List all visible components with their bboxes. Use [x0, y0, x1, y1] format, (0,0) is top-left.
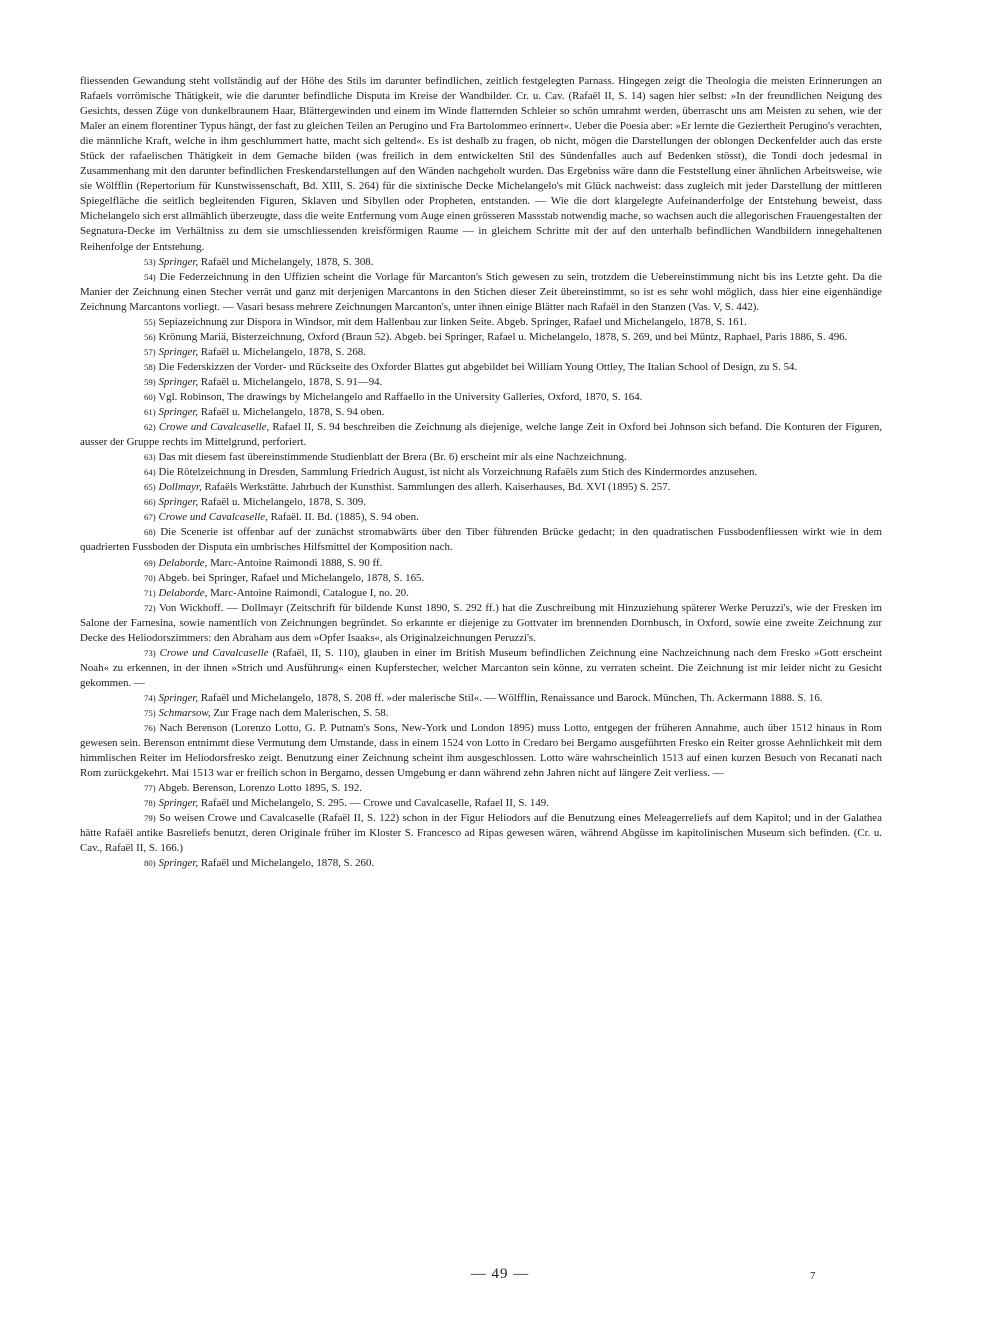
footnote-text: Krönung Mariä, Bisterzeichnung, Oxford (Braun 52). Abgeb. bei Springer, Rafael u. Michelangelo, 1878, S. 269, und bei Müntz, Raphael, Paris 1886, S. 496. — [158, 330, 848, 343]
footnote-number: 65) — [144, 482, 156, 493]
footnote-number: 60) — [144, 391, 156, 402]
footnote-author: Springer, — [158, 255, 199, 268]
footnote — [80, 420, 882, 450]
footnote-text: Rafaël u. Michelangelo, 1878, S. 94 oben. — [198, 406, 385, 419]
footnote-text: Das mit diesem fast übereinstimmende Studienblatt der Brera (Br. 6) erscheint mir als eine Nachzeichnung. — [158, 451, 627, 464]
sheet-signature-number: 7 — [810, 1270, 816, 1282]
footnote — [80, 405, 882, 420]
footnote-author: Crowe und Cavalcaselle, — [158, 421, 270, 434]
footnote-text: Marc-Antoine Raimondi 1888, S. 90 ff. — [207, 556, 383, 569]
footnote-number: 70) — [144, 572, 156, 583]
footnote — [80, 796, 882, 811]
footnote — [80, 721, 882, 781]
footnote-author: Springer, — [158, 857, 199, 870]
footnote-text: Zur Frage nach dem Malerischen, S. 58. — [210, 706, 389, 719]
footnote-number: 53) — [144, 256, 156, 267]
footnote-text: Von Wickhoff. — Dollmayr (Zeitschrift für bildende Kunst 1890, S. 292 ff.) hat die Zuschreibung mit Hinzuziehung späterer Werke Peruzzi's, wie der Fresken im Salone der Farnesina, sowie namentlich von Zeichnungen begründet. So erkannte er diejenige zu Gottvater im brennenden Dornbusch, in Oxford, sowie eine zweite Zeichnung zur Decke des Heliodorszimmers: den Abraham aus dem »Opfer Isaaks«, als Originalzeichnungen Peruzzi's. — [80, 601, 883, 644]
footnote — [80, 495, 882, 510]
footnote — [80, 691, 882, 706]
footnote-text: Vgl. Robinson, The drawings by Michelangelo and Raffaello in the University Galleries, Oxford, 1870, S. 164. — [158, 390, 643, 403]
footnote-text: Die Federskizzen der Vorder- und Rückseite des Oxforder Blattes gut abgebildet bei William Young Ottley, The Italian School of Design, zu S. 54. — [158, 360, 798, 373]
footnote-number: 58) — [144, 361, 156, 372]
footnote-number: 74) — [144, 692, 156, 703]
footnote-author: Springer, — [158, 375, 199, 388]
footnote-text: Rafaël. II. Bd. (1885), S. 94 oben. — [267, 511, 419, 524]
footnote — [80, 571, 882, 586]
footnote-text: (Rafaël, II, S. 110), glauben in einer im British Museum befindlichen Zeichnung eine Nachzeichnung nach dem Fresko »Gott erscheint Noah« zu erkennen, in der ihnen »Strich und Ausführung« einen Kupferstecher, welcher Marcanton sein könne, zu verraten scheint. Die Zeichnung ist mir leider nicht zu Gesicht gekommen. — — [80, 646, 882, 689]
footnote-number: 72) — [144, 602, 156, 613]
footnote-author: Crowe und Cavalcaselle, — [158, 511, 268, 524]
footnote-text: Sepiazeichnung zur Dispora in Windsor, mit dem Hallenbau zur linken Seite. Abgeb. Springer, Rafael und Michelangelo, 1878, S. 161. — [158, 315, 747, 328]
footnote-text: Rafael II, S. 94 beschreiben die Zeichnung als diejenige, welche lange Zeit in Oxford bei Johnson sich befand. Die Konturen der Figuren, ausser der Gruppe rechts im Mittelgrund, perforiert. — [80, 421, 882, 449]
footnote — [80, 465, 882, 480]
footnote-number: 75) — [144, 707, 156, 718]
footnote-number: 61) — [144, 407, 156, 418]
footnote — [80, 510, 882, 525]
footnote-text: Rafaëls Werkstätte. Jahrbuch der Kunsthist. Sammlungen des allerh. Kaiserhauses, Bd. XVI (1895) S. 257. — [201, 481, 671, 494]
footnote-author: Springer, — [158, 691, 199, 704]
footnote-text: So weisen Crowe und Cavalcaselle (Rafaël II, S. 122) schon in der Figur Heliodors auf die Benutzung eines Meleagerreliefs auf dem Kapitol; und in der Galathea hätte Rafaël antike Basreliefs benutzt, deren Originale früher im Kloster S. Francesco ad Ripas gewesen wären, während Abgüsse im kapitolinischen Museum sich befinden. (Cr. u. Cav., Rafaël II, S. 166.) — [80, 812, 882, 855]
footnote — [80, 345, 882, 360]
footnote — [80, 480, 882, 495]
footnote — [80, 781, 882, 796]
footnote-author: Springer, — [158, 797, 199, 810]
footnote-list — [80, 255, 882, 872]
footnote-number: 76) — [144, 723, 156, 734]
footnote-text: Marc-Antoine Raimondi, Catalogue I, no. 20. — [207, 586, 409, 599]
footnote — [80, 586, 882, 601]
footnote-number: 56) — [144, 331, 156, 342]
footnote-text: Rafaël u. Michelangelo, 1878, S. 91—94. — [198, 375, 383, 388]
continued-footnote-paragraph: fliessenden Gewandung steht vollständig auf der Höhe des Stils im darunter befindlichen, zeitlich festgelegten Parnass. Hingegen zeigt die Theologia die meisten Erinnerungen an Rafaels vorrömische Thätigkeit, wie die darunter befindliche Disputa im Kreise der Wandbilder. Cr. u. Cav. (Rafaël II, S. 14) sagen hier selbst: »In der freundlichen Neigung des Gesichts, dessen Züge von dunkelbraunem Haar, Blättergewinden und einem im Winde flatternden Schleier so schön umrahmt werden, überrascht uns am Meisten zu sehen, wie der Maler an einem florentiner Typus hängt, der fast zu gleichen Teilen an Perugino und Fra Bartolommeo erinnert«. Ueber die Poesia aber: »Er lernte die Geziertheit Perugino's verachten, die männliche Kraft, welche in ihm geschlummert hatte, macht sich geltend«. Es ist deshalb zu fragen, ob nicht, mögen die Darstellungen der oblongen Deckenfelder auch das erste Stück der rafaelischen Thätigkeit in dem Gemache bilden (was freilich in dem entwickelten Stil des Sündenfalles auch auf Bedenken stösst), die Tondi doch jedesmal in Zusammenhang mit den darunter befindlichen Freskendarstellungen auf den Wänden nachgeholt wurden. Das Ergebniss wäre dann die Feststellung einer ähnlichen Arbeitsweise, wie sie Wölfflin (Repertorium für Kunstwissenschaft, Bd. XIII, S. 264) für die sixtinische Decke Michelangelo's mit Glück nachweist: dass zugleich mit jeder Darstellung der mittleren Spiegelfläche die seitlich begleitenden Figuren, Sklaven und Sibyllen oder Propheten, entstanden. — Wie die dort klargelegte Aufeinanderfolge der Entstehung beweist, dass Michelangelo sich erst allmählich überzeugte, dass die weite Entfernung vom Auge einen grösseren Massstab notwendig mache, so wachsen auch die allegorischen Frauengestalten der Segnatura-Decke im Verhältniss zu dem sie umschliessenden kreisförmigen Raume — in gleichem Schritte mit der auf den unterhalb befindlichen Wandbildern innegehaltenen Reihenfolge der Entstehung. — [80, 75, 882, 253]
footnote-author: Delaborde, — [158, 556, 208, 569]
footnote-number: 55) — [144, 316, 156, 327]
footnote — [80, 315, 882, 330]
footnote-author: Dollmayr, — [158, 481, 202, 494]
footnote — [80, 556, 882, 571]
footnote-author: Schmarsow, — [158, 706, 211, 719]
footnote-number: 57) — [144, 346, 156, 357]
footnote-number: 79) — [144, 813, 156, 824]
footnote — [80, 270, 882, 315]
footnote-author: Springer, — [158, 496, 199, 509]
footnote-number: 71) — [144, 587, 156, 598]
footnote-text-block — [80, 74, 882, 871]
footnote-number: 73) — [144, 647, 156, 658]
footnote — [80, 811, 882, 856]
footnote — [80, 601, 882, 646]
footnote-text: Die Scenerie ist offenbar auf der zunächst stromabwärts über den Tiber führenden Brücke gedacht; in den quadratischen Fussbodenfliessen wirkt wie in dem quadrierten Fussboden der Disputa ein umbrisches Hilfsmittel der Komposition nach. — [80, 526, 882, 554]
footnote-author: Springer, — [158, 345, 199, 358]
footnote-number: 69) — [144, 557, 156, 568]
footnote-number: 66) — [144, 497, 156, 508]
footnote — [80, 646, 882, 691]
footnote-number: 77) — [144, 783, 156, 794]
footnote-text: Rafaël und Michelangelo, 1878, S. 260. — [198, 857, 375, 870]
footnote — [80, 525, 882, 555]
footnote-text: Abgeb. bei Springer, Rafael und Michelangelo, 1878, S. 165. — [157, 571, 425, 584]
footnote-text: Rafaël und Michelangely, 1878, S. 308. — [198, 255, 374, 268]
footnote — [80, 375, 882, 390]
footnote-author: Crowe und Cavalcaselle — [159, 646, 269, 659]
footnote — [80, 360, 882, 375]
footnote-text: Nach Berenson (Lorenzo Lotto, G. P. Putnam's Sons, New-York und London 1895) muss Lotto, entgegen der früheren Annahme, auch über 1512 hinaus in Rom gewesen sein. Berenson entnimmt diese Vermutung dem Umstande, dass in einem 1524 von Lotto in Credaro bei Bergamo ausgeführten Fresko ein Reiter grosse Aehnlichkeit mit dem himmlischen Reiter im Heliodorsfresko zeigt. Benutzung einer Zeichnung scheint ihm ausgeschlossen. Lotto wäre wahrscheinlich 1513 auf einen kurzen Besuch von Recanati nach Rom zurückgekehrt. Mai 1513 war er freilich schon in Bergamo, dessen Umgebung er dann während zehn Jahren nicht auf längere Zeit verliess. — — [80, 722, 882, 780]
footnote-number: 59) — [144, 376, 156, 387]
footnote-number: 62) — [144, 422, 156, 433]
footnote-text: Die Rötelzeichnung in Dresden, Sammlung Friedrich August, ist nicht als Vorzeichnung Rafaëls zum Stich des Kindermordes anzusehen. — [158, 466, 758, 479]
footnote — [80, 856, 882, 871]
footnote — [80, 255, 882, 270]
footnote-number: 80) — [144, 858, 156, 869]
page-number: — 49 — — [470, 1266, 530, 1282]
footnote-author: Springer, — [158, 406, 199, 419]
footnote-text: Die Federzeichnung in den Uffizien scheint die Vorlage für Marcanton's Stich gewesen zu sein, trotzdem die Uebereinstimmung nicht bis ins Letzte geht. Da die Manier der Zeichnung einen Stecher verrät und ganz mit derjenigen Marcantons in den Stichen dieser Zeit übereinstimmt, so ist es sehr wohl möglich, dass hier eine eigenhändige Zeichnung Marcantons vorliegt. — Vasari besass mehrere Zeichnungen Marcanton's, unter ihnen einige Blätter nach Rafaël in den Stanzen (Vas. V, S. 442). — [80, 270, 882, 313]
footnote-number: 64) — [144, 467, 156, 478]
footnote-number: 68) — [144, 527, 156, 538]
footnote-text: Abgeb. Berenson, Lorenzo Lotto 1895, S. 192. — [157, 782, 363, 795]
footnote-number: 54) — [144, 271, 156, 282]
footnote-number: 78) — [144, 798, 156, 809]
footnote-text: Rafaël u. Michelangelo, 1878, S. 309. — [198, 496, 366, 509]
footnote — [80, 706, 882, 721]
footnote — [80, 450, 882, 465]
footnote — [80, 390, 882, 405]
footnote-text: Rafaël u. Michelangelo, 1878, S. 268. — [198, 345, 366, 358]
footnote-text: Rafaël und Michelangelo, 1878, S. 208 ff. »der malerische Stil«. — Wölfflin, Renaissance und Barock. München, Th. Ackermann 1888. S. 16. — [198, 691, 823, 704]
footnote-author: Delaborde, — [158, 586, 208, 599]
footnote-text: Rafaël und Michelangelo, S. 295. — Crowe und Cavalcaselle, Rafael II, S. 149. — [198, 797, 549, 810]
footnote — [80, 330, 882, 345]
footnote-number: 67) — [144, 512, 156, 523]
footnote-number: 63) — [144, 452, 156, 463]
